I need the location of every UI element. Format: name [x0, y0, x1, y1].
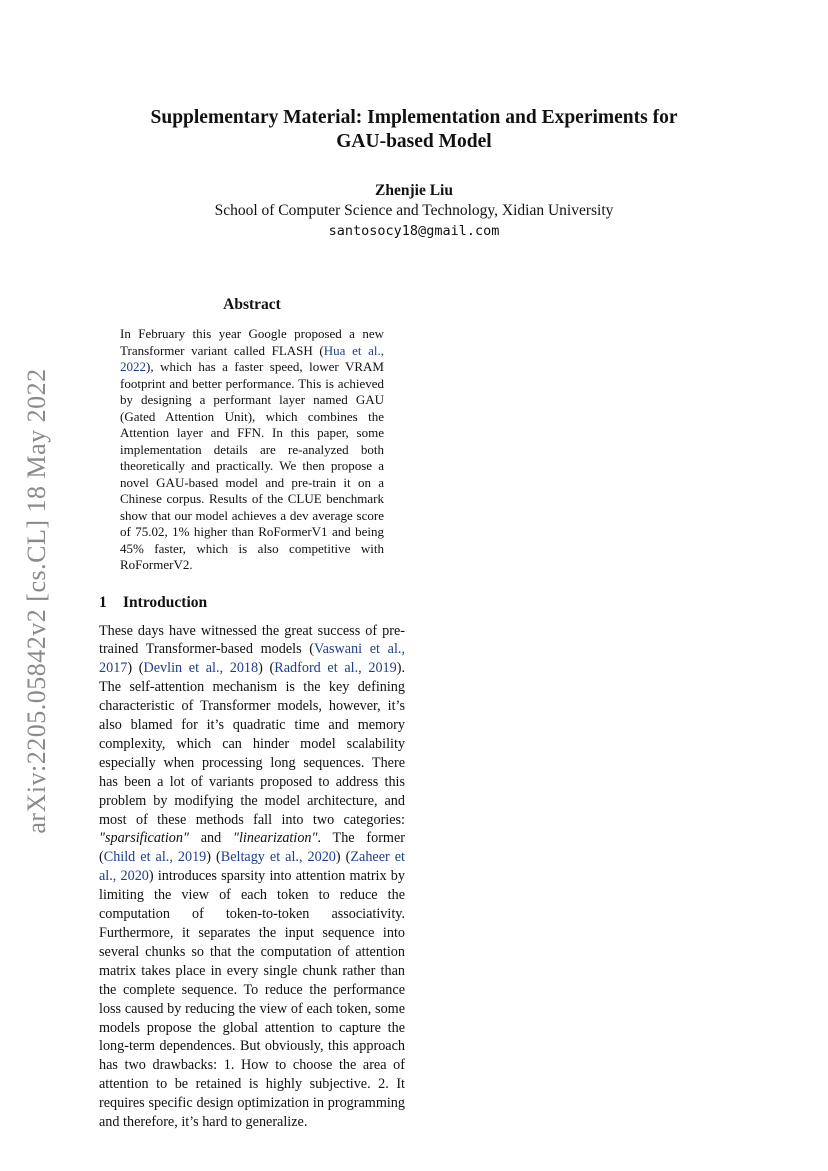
author-name: Zhenjie Liu [375, 182, 453, 199]
body-text: These days have witnessed the great success of pre-trained Transformer-based models ( [99, 622, 405, 658]
paper-title [100, 106, 728, 154]
left-column [99, 296, 405, 1132]
paper-title-line-1: Supplementary Material: Implementation and Experiments for [150, 107, 678, 128]
body-text: ) ( [127, 660, 144, 677]
citation-link[interactable]: Vaswani et al., 2017 [99, 641, 405, 677]
abstract-body [120, 326, 384, 574]
citation-link[interactable]: Child et al., 2019 [103, 849, 207, 866]
section-number: 1 [99, 593, 107, 611]
author-email: santosocy18@gmail.com [328, 223, 500, 239]
emphasis-text: "sparsification" [99, 830, 189, 847]
body-text: ) ( [206, 849, 221, 866]
body-text: and [188, 830, 234, 847]
body-text: ) ( [335, 849, 351, 866]
citation-link[interactable]: Zaheer et al., 2020 [99, 849, 405, 885]
abstract-text: ), which has a faster speed, lower VRAM footprint and better performance. This is achieved by designing a performant layer named GAU (Gated Attention Unit), which combines the Attention layer and FFN. In this paper, some implementation details are re-analyzed both theoretically and practically. We then propose a novel GAU-based model and pre-train it on a Chinese corpus. Results of the CLUE benchmark show that our model achieves a dev average score of 75.02, 1% higher than RoFormerV1 and being 45% faster, which is also competitive with RoFormerV2. [120, 359, 384, 572]
body-text: ) ( [258, 660, 275, 677]
intro-paragraph-1 [99, 622, 405, 1132]
citation-link[interactable]: Devlin et al., 2018 [143, 660, 259, 677]
arxiv-side-stamp [22, 356, 52, 846]
body-text: ) introduces sparsity into attention matrix by limiting the view of each token to reduce the computation of token-to-token associativity. Furthermore, it separates the input sequence into several chunks so that the computation of attention matrix takes place in every single chunk rather than the complete sequence. To reduce the performance loss caused by reducing the view of each token, some models propose the global attention to capture the long-term dependences. But obviously, this approach has two drawbacks: 1. How to choose the area of attention to be retained is highly subjective. 2. It requires specific design optimization in programming and therefore, it’s hard to generalize. [99, 868, 405, 1131]
section-title: Introduction [123, 593, 208, 611]
arxiv-identifier: arXiv:2205.05842v2 [cs.CL] 18 May 2022 [22, 368, 51, 834]
body-text: . The former ( [99, 830, 405, 866]
body-text: ). The self-attention mechanism is the key defining characteristic of Transformer models, however, it’s also blamed for it’s quadratic time and memory complexity, which can hinder model scalability especially when processing long sequences. There has been a lot of variants proposed to address this problem by modifying the model architecture, and most of these methods fall into two categories: [99, 660, 406, 828]
section-heading-introduction [99, 594, 405, 612]
abstract-text: In February this year Google proposed a new Transformer variant called FLASH ( [120, 326, 384, 358]
citation-link[interactable]: Hua et al., 2022 [120, 342, 384, 374]
emphasis-text: "linearization" [233, 830, 318, 847]
citation-link[interactable]: Radford et al., 2019 [274, 660, 397, 677]
paper-title-line-2: GAU-based Model [336, 131, 492, 152]
author-affiliation: School of Computer Science and Technology, Xidian University [214, 202, 614, 219]
citation-link[interactable]: Beltagy et al., 2020 [220, 849, 336, 866]
abstract-heading: Abstract [223, 296, 281, 313]
